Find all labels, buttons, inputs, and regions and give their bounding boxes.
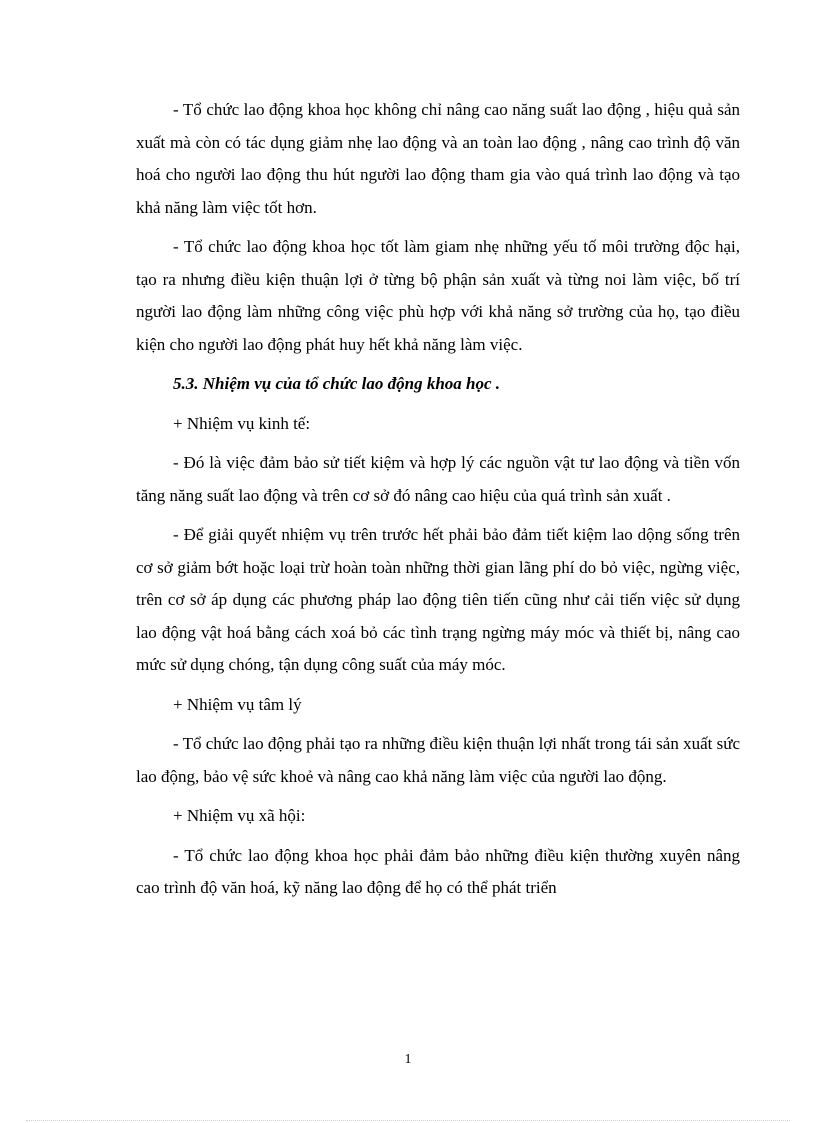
body-paragraph: - Tổ chức lao động khoa học tốt làm giam nhẹ những yếu tố môi trường độc hại, tạo ra nhưng điều kiện thuận lợi ở từng bộ phận sản xuất và từng noi làm việc, bố trí người lao động làm những công việc phù hợp với khả năng sở trường của họ, tạo điều kiện cho người lao động phát huy hết khả năng làm việc. (136, 237, 740, 354)
section-heading: 5.3. Nhiệm vụ của tổ chức lao động khoa học . (173, 374, 501, 393)
body-paragraph: - Tổ chức lao động phải tạo ra những điều kiện thuận lợi nhất trong tái sản xuất sức lao động, bảo vệ sức khoẻ và nâng cao khả năng làm việc của người lao động. (136, 734, 740, 786)
page-number: 1 (404, 1052, 412, 1067)
page-bottom-divider (26, 1120, 790, 1121)
social-task-label: + Nhiệm vụ xã hội: (173, 806, 306, 825)
psychological-task-label: + Nhiệm vụ tâm lý (173, 694, 302, 714)
body-paragraph: - Tổ chức lao động khoa học phải đảm bảo những điều kiện thường xuyên nâng cao trình độ văn hoá, kỹ năng lao động để họ có thể phát triển (136, 845, 740, 897)
economic-task-label: + Nhiệm vụ kinh tế: (173, 413, 311, 433)
body-paragraph: - Đó là việc đảm bảo sử tiết kiệm và hợp lý các nguồn vật tư lao động và tiền vốn tăng năng suất lao động và trên cơ sở đó nâng cao hiệu của quá trình sản xuất . (136, 453, 740, 505)
body-paragraph: - Để giải quyết nhiệm vụ trên trước hết phải bảo đảm tiết kiệm lao dộng sống trên cơ sở giảm bớt hoặc loại trừ hoàn toàn những thời gian lãng phí do bỏ việc, ngừng việc, trên cơ sở áp dụng các phương pháp lao động tiên tiến cũng như cải tiến việc sử dụng lao động vật hoá bằng cách xoá bỏ các tình trạng ngừng máy móc và thiết bị, nâng cao mức sử dụng chóng, tận dụng công suất của máy móc. (136, 525, 740, 674)
body-paragraph: - Tổ chức lao động khoa học không chỉ nâng cao năng suất lao động , hiệu quả sản xuất mà còn có tác dụng giảm nhẹ lao động và an toàn lao động , nâng cao trình độ văn hoá cho người lao động thu hút người lao động tham gia vào quá trình lao động và tạo khả năng làm việc tốt hơn. (136, 100, 740, 217)
page-content (136, 94, 740, 912)
